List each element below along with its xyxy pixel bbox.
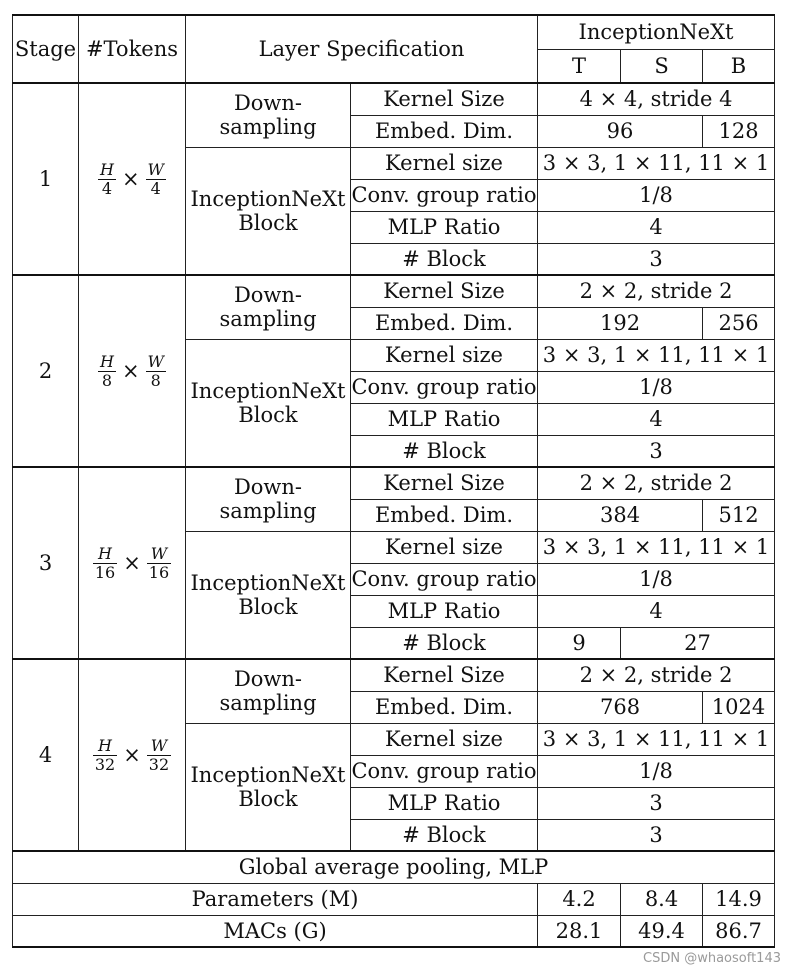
macs-s: 49.4 [621, 915, 703, 947]
group-ratio-value: 1/8 [538, 371, 775, 403]
num-block-label: # Block [351, 819, 538, 851]
params-s: 8.4 [621, 883, 703, 915]
group-ratio-label: Conv. group ratio [351, 563, 538, 595]
macs-label: MACs (G) [13, 915, 538, 947]
pooling-row: Global average pooling, MLP [13, 851, 775, 883]
embed-dim-b: 512 [703, 499, 775, 531]
header-variant-s: S [621, 49, 703, 83]
header-layer-spec: Layer Specification [186, 15, 538, 83]
block-kernel-value: 3 × 3, 1 × 11, 11 × 1 [538, 147, 775, 179]
block-label: InceptionNeXt Block [186, 147, 351, 275]
block-label: InceptionNeXt Block [186, 531, 351, 659]
block-kernel-label: Kernel size [351, 531, 538, 563]
params-label: Parameters (M) [13, 883, 538, 915]
embed-dim-b: 128 [703, 115, 775, 147]
macs-b: 86.7 [703, 915, 775, 947]
header-tokens: #Tokens [79, 15, 186, 83]
kernel-size-label: Kernel Size [351, 275, 538, 307]
tokens-formula: $\frac{H}{32}$ × $\frac{W}{32}$ [79, 659, 186, 851]
stage-number: 4 [13, 659, 79, 851]
tokens-formula: $\frac{H}{4}$ × $\frac{W}{4}$ [79, 83, 186, 275]
embed-dim-ts: 768 [538, 691, 703, 723]
embed-dim-ts: 384 [538, 499, 703, 531]
macs-t: 28.1 [538, 915, 621, 947]
block-kernel-label: Kernel size [351, 723, 538, 755]
embed-dim-ts: 192 [538, 307, 703, 339]
num-block-value-sb: 27 [621, 627, 775, 659]
stage-number: 2 [13, 275, 79, 467]
group-ratio-value: 1/8 [538, 563, 775, 595]
num-block-value: 3 [538, 435, 775, 467]
num-block-value: 3 [538, 243, 775, 275]
mlp-ratio-label: MLP Ratio [351, 403, 538, 435]
num-block-label: # Block [351, 243, 538, 275]
mlp-ratio-value: 4 [538, 595, 775, 627]
header-variant-b: B [703, 49, 775, 83]
embed-dim-b: 256 [703, 307, 775, 339]
mlp-ratio-label: MLP Ratio [351, 595, 538, 627]
embed-dim-ts: 96 [538, 115, 703, 147]
embed-dim-label: Embed. Dim. [351, 115, 538, 147]
embed-dim-label: Embed. Dim. [351, 691, 538, 723]
header-model: InceptionNeXt [538, 15, 775, 49]
num-block-value: 3 [538, 819, 775, 851]
embed-dim-b: 1024 [703, 691, 775, 723]
block-label: InceptionNeXt Block [186, 339, 351, 467]
header-variant-t: T [538, 49, 621, 83]
stage-number: 3 [13, 467, 79, 659]
kernel-size-label: Kernel Size [351, 467, 538, 499]
tokens-formula: $\frac{H}{16}$ × $\frac{W}{16}$ [79, 467, 186, 659]
block-label: InceptionNeXt Block [186, 723, 351, 851]
group-ratio-label: Conv. group ratio [351, 755, 538, 787]
block-kernel-value: 3 × 3, 1 × 11, 11 × 1 [538, 339, 775, 371]
group-ratio-label: Conv. group ratio [351, 371, 538, 403]
mlp-ratio-label: MLP Ratio [351, 211, 538, 243]
inceptionnext-spec-table [12, 14, 775, 948]
mlp-ratio-value: 4 [538, 403, 775, 435]
group-ratio-value: 1/8 [538, 755, 775, 787]
block-kernel-label: Kernel size [351, 339, 538, 371]
ds-kernel-value: 2 × 2, stride 2 [538, 275, 775, 307]
block-kernel-value: 3 × 3, 1 × 11, 11 × 1 [538, 531, 775, 563]
num-block-value-t: 9 [538, 627, 621, 659]
kernel-size-label: Kernel Size [351, 83, 538, 115]
params-b: 14.9 [703, 883, 775, 915]
header-stage: Stage [13, 15, 79, 83]
mlp-ratio-value: 4 [538, 211, 775, 243]
group-ratio-label: Conv. group ratio [351, 179, 538, 211]
mlp-ratio-label: MLP Ratio [351, 787, 538, 819]
num-block-label: # Block [351, 627, 538, 659]
group-ratio-value: 1/8 [538, 179, 775, 211]
block-kernel-value: 3 × 3, 1 × 11, 11 × 1 [538, 723, 775, 755]
watermark: CSDN @whaosoft143 [643, 951, 781, 966]
downsampling-label: Down- sampling [186, 83, 351, 147]
ds-kernel-value: 2 × 2, stride 2 [538, 659, 775, 691]
num-block-label: # Block [351, 435, 538, 467]
downsampling-label: Down- sampling [186, 659, 351, 723]
ds-kernel-value: 2 × 2, stride 2 [538, 467, 775, 499]
embed-dim-label: Embed. Dim. [351, 307, 538, 339]
params-t: 4.2 [538, 883, 621, 915]
mlp-ratio-value: 3 [538, 787, 775, 819]
tokens-formula: $\frac{H}{8}$ × $\frac{W}{8}$ [79, 275, 186, 467]
downsampling-label: Down- sampling [186, 467, 351, 531]
kernel-size-label: Kernel Size [351, 659, 538, 691]
embed-dim-label: Embed. Dim. [351, 499, 538, 531]
block-kernel-label: Kernel size [351, 147, 538, 179]
stage-number: 1 [13, 83, 79, 275]
downsampling-label: Down- sampling [186, 275, 351, 339]
ds-kernel-value: 4 × 4, stride 4 [538, 83, 775, 115]
